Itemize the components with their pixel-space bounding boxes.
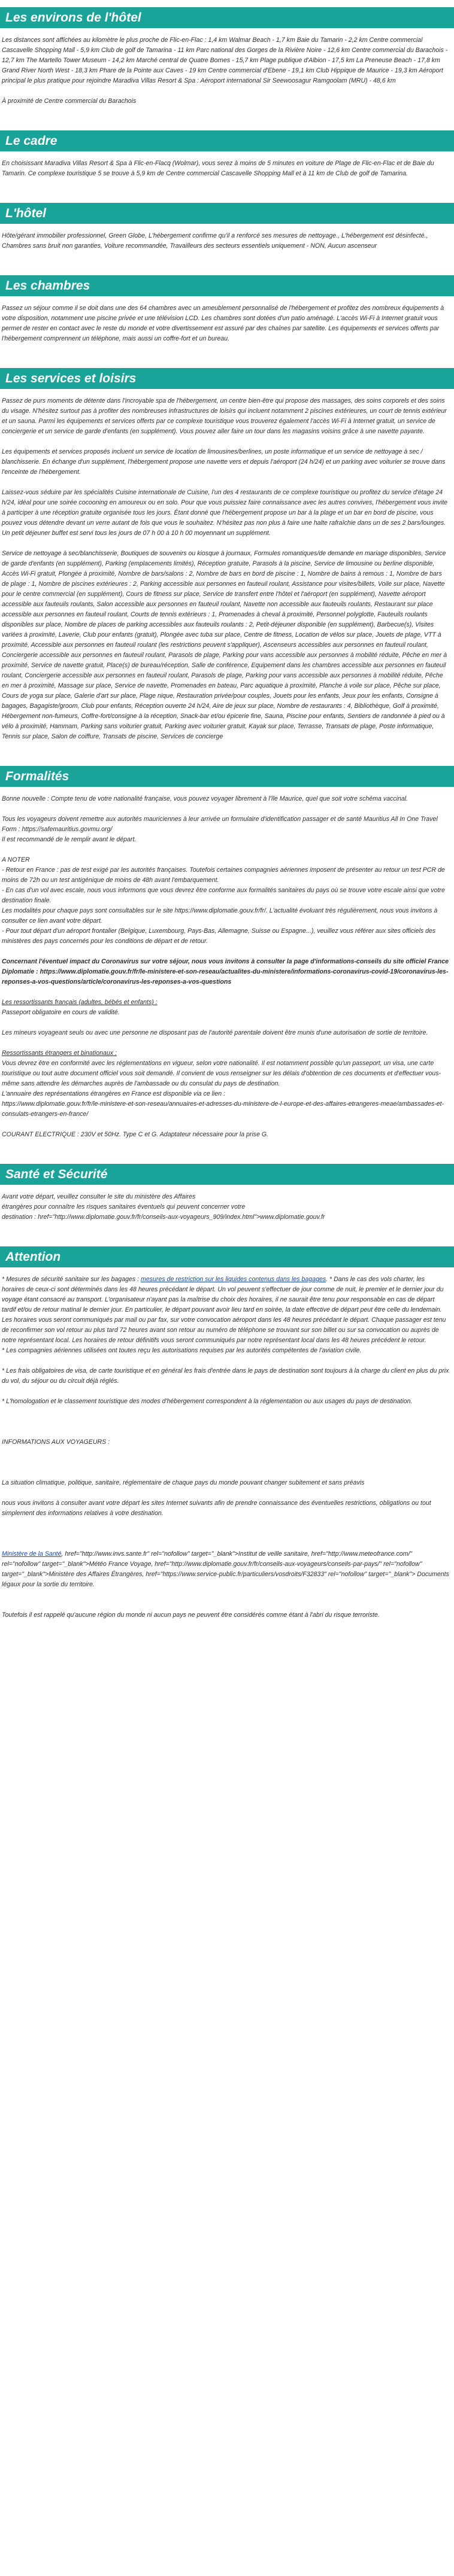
paragraph: L'annuaire des représentations étrangères en France est disponible via ce lien : xyxy=(2,1090,226,1097)
paragraph: COURANT ELECTRIQUE : 230V et 50Hz. Type C et G. Adaptateur nécessaire pour la prise G. xyxy=(2,1131,269,1138)
paragraph: Avant votre départ, veuillez consulter le site du ministère des Affaires xyxy=(2,1193,196,1200)
paragraph: * L'homologation et le classement touristique des modes d'hébergement correspondent à la réglementation ou aux usages du pays de destination. xyxy=(2,1398,413,1405)
section-cadre xyxy=(0,123,454,179)
paragraph: Passeport obligatoire en cours de validité. xyxy=(2,1009,120,1016)
paragraph: La situation climatique, politique, sanitaire, réglementaire de chaque pays du monde pouvant changer subitement et sans préavis xyxy=(2,1479,365,1486)
paragraph: Les modalités pour chaque pays sont consultables sur le site https://www.diplomatie.gouv.fr/fr/. L'actualité évoluant très régulièrement, nous vous invitons à consulter ce lien avant votre départ. xyxy=(2,907,438,924)
paragraph: Passez de purs moments de détente dans l'incroyable spa de l'hébergement, un centre bien-être qui propose des massages, des soins corporels et des soins du visage. N'hésitez surtout pas à profiter des nombreuses infrastructures de loisirs qui incluent notamment 2 piscines extérieures, un court de tennis extérieur et un sauna. Parmi les équipements et services offerts par ce complexe touristique vous trouverez également l'accès Wi-Fi à Internet gratuit, un service de conciergerie et un service de garde d'enfants (en supplément). Vous pouvez aller faire un tour dans les magasins voisins grâce à une navette payante. xyxy=(2,397,447,435)
paragraph: Laissez-vous séduire par les spécialités Cuisine internationale de Cuisine, l'un des 4 restaurants de ce complexe touristique ou profitez du service d'étage 24 h/24, idéal pour une soirée cocooning en amoureux ou en solo. Pour que vous puissiez faire connaissance avec les autres convives, l'hébergement vous invite à participer à une réception gratuite organisée tous les jours. Étant donné que l'hébergement propose un bar à la plage et un bar en bord de piscine, vous pouvez vous détendre devant un verre autant de fois que vous le souhaitez. N'hésitez pas non plus à faire une halte rafraîchie dans un de ses 2 bars/lounges. Un petit déjeuner buffet est servi tous les jours de 07 h 00 à 10 h 00 moyennant un supplément. xyxy=(2,489,448,537)
paragraph xyxy=(2,957,449,987)
section-title: Les chambres xyxy=(0,275,454,296)
section-environs xyxy=(0,0,454,107)
paragraph: - En cas d'un vol avec escale, nous vous informons que vous devrez être conforme aux formalités sanitaires du pays où se trouve votre escale ainsi que votre destination finale. xyxy=(2,887,445,904)
paragraph: destination : href="http://www.diplomatie.gouv.fr/fr/conseils-aux-voyageurs_909/index.html">www.diplomatie.gouv.fr xyxy=(2,1214,325,1221)
paragraph: * Les compagnies aériennes utilisées ont toutes reçu les autorisations requises par les autorités compétentes de l'aviation civile. xyxy=(2,1347,362,1354)
paragraph: Service de nettoyage à sec/blanchisserie, Boutiques de souvenirs ou kiosque à journaux, Formules romantiques/de demande en mariage disponibles, Service de garde d'enfants (en supplément), Parking (emplacements limités), Réception gratuite, Parasols à la piscine, Service de limousine ou berline disponible, Accès Wi-Fi gratuit, Plongée à proximité, Nombre de bars/salons : 2, Nombre de bars en bord de piscine : 1, Nombre de bains à remous : 1, Nombre de bars de plage : 1, Nombre de piscines extérieures : 2, Parking accessible aux personnes en fauteuil roulant, Assistance pour visites/billets, Voile sur place, Navette pour le centre commercial (en supplément), Cours de fitness sur place, Service de transfert entre l'hôtel et l'aéroport (en supplément), Navette aéroport accessible aux fauteuils roulants, Salon accessible aux personnes en fauteuil roulant, Navette non accessible aux fauteuils roulants, Restaurant sur place accessible aux personnes en fauteuil roulant, Courts de tennis extérieurs : 1, Promenades à cheval à proximité, Personnel polyglotte, Fauteuils roulants disponibles sur place, Nombre de places de parking accessibles aux fauteuils roulants : 2, Petit-déjeuner disponible (en supplément), Barbecue(s), Visites variées à proximité, Laverie, Club pour enfants (gratuit), Plongée avec tuba sur place, Centre de fitness, Location de vélos sur place, Jouets de plage, VTT à proximité, Accessible aux personnes en fauteuil roulant (les restrictions peuvent s'appliquer), Ascenseurs accessibles aux personnes en fauteuil roulant, Conciergerie accessible aux personnes en fauteuil roulant, Parasols de plage, Parking pour vans accessible aux personnes à mobilité réduite, Pêche en mer à proximité, Service de navette gratuit, Place(s) de bureau/réception, Salle de conférence, Equipement dans les chambres accessible aux personnes en fauteuil roulant, Conciergerie accessible aux personnes en fauteuil roulant, Parasols de plage, Parking pour vans accessible aux personnes à mobilité réduite, Pêche en mer à proximité, Massage sur place, Service de navette, Promenades en bateau, Parc aquatique à proximité, Planche à voile sur place, Pêche sur place, Cours de yoga sur place, Galerie d'art sur place, Plage nique, Restauration privée/pour couples, Jouets pour les enfants, Jeux pour les enfants, Consigne à bagages, Bagagiste/groom, Club pour enfants, Réception ouverte 24 h/24, Aire de jeux sur place, Nombre de restaurants : 4, Bibliothèque, Golf à proximité, Hébergement non-fumeurs, Coffre-fort/consigne à la réception, Snack-bar et/ou épicerie fine, Sauna, Piscine pour enfants, Sentiers de randonnée à pied ou à vélo à proximité, Hammam, Parking sans voiturier gratuit, Parking avec voiturier gratuit, Kayak sur place, Terrasse, Transats de plage, Poste informatique, Tennis sur place, Salon de coiffure, Transats de piscine, Services de concierge xyxy=(2,550,447,740)
text-span: * Mesures de sécurité sanitaire sur les bagages : xyxy=(2,1276,140,1283)
text-span: . * Dans le cas des vols charter, les horaires de ceux-ci sont déterminés dans les 48 heures précédant le départ. Un vol peuvent s'effectuer de jour comme de nuit, le premier et le dernier jour du voyage étant consacré au transport. L'organisateur n'ayant pas la maîtrise du choix des horaires, il ne saurait être tenu pour responsable en cas de départ tardif et/ou de retour matinal le dernier jour. En particulier, le départ pouvant avoir lieu tard en soirée, la date effective de départ peut être celle du lendemain. Les horaires vous seront communiqués par mail ou par fax, sur votre convocation aéroport dans les 48 heures précédant le départ. Chaque passager est tenu de reconfirmer son vol retour au plus tard 72 heures avant son retour au numéro de téléphone se trouvant sur son billet ou sur sa convocation ou auprès de notre représentant local. Les horaires de retour définitifs vous seront communiqués par notre représentant local dans les 48 heures précédent le retour. xyxy=(2,1276,446,1344)
section-body xyxy=(0,396,454,742)
section-chambres xyxy=(0,268,454,344)
section-title: Attention xyxy=(0,1246,454,1267)
paragraph: A NOTER xyxy=(2,856,30,863)
section-formalites xyxy=(0,759,454,1140)
paragraph: Il est recommandé de le remplir avant le départ. xyxy=(2,836,137,843)
paragraph: Les mineurs voyageant seuls ou avec une personne ne disposant pas de l'autorité parentale doivent être munis d'une autorisation de sortie de territoire. xyxy=(2,1029,428,1036)
paragraph: En choisissant Maradiva Villas Resort & Spa à Flic-en-Flacq (Wolmar), vous serez à moins de 5 minutes en voiture de Plage de Flic-en-Flac et de Baie du Tamarin. Ce complexe touristique 5 se trouve à 5,9 km de Centre commercial Cascavelle Shopping Mall et à 11 km de Club de golf de Tamarina. xyxy=(2,160,434,177)
paragraph: * Les frais obligatoires de visa, de carte touristique et en général les frais d'entrée dans le pays de destination sont toujours à la charge du client en plus du prix du vol, du séjour ou du circuit déjà réglés. xyxy=(2,1367,449,1385)
paragraph: Bonne nouvelle : Compte tenu de votre nationalité française, vous pouvez voyager librement à l'île Maurice, quel que soit votre schéma vaccinal. xyxy=(2,795,408,802)
paragraph: Hôte/gérant immobilier professionnel, Green Globe, L'hébergement confirme qu'il a renforcé ses mesures de nettoyage., L'hébergement est désinfecté., Chambres sans bruit non garanties, Voiture recommandée, Travailleurs des secteurs essentiels uniquement - NON, Aucun ascenseur xyxy=(2,232,428,250)
paragraph: https://www.diplomatie.gouv.fr/fr/le-ministere-et-son-reseau/annuaires-et-adresses-du-ministere-de-l-europe-et-des-affaires-etrangeres-meae/ambassades-et-consulats-etrangers-en-france/ xyxy=(2,1100,444,1118)
section-attention xyxy=(0,1239,454,1620)
section-title: Les environs de l'hôtel xyxy=(0,7,454,28)
section-body xyxy=(0,1192,454,1222)
paragraph xyxy=(2,1275,449,1346)
paragraph: Tous les voyageurs doivent remettre aux autorités mauriciennes à leur arrivée un formulaire d'identification passager et de santé Mauritius All In One Travel Form : https://safemauritius.govmu.org/ xyxy=(2,816,438,833)
section-services xyxy=(0,361,454,742)
paragraph: Toutefois il est rappelé qu'aucune région du monde ni aucun pays ne peuvent être considérés comme étant à l'abri du risque terroriste. xyxy=(2,1611,380,1619)
section-body xyxy=(0,1275,454,1620)
paragraph: Les équipements et services proposés incluent un service de location de limousines/berlines, un poste informatique et un service de nettoyage à sec / blanchisserie. En échange d'un supplément, l'hébergement propose une navette vers et depuis l'aéroport (24 h/24) et un parking avec voiturier se trouve dans l'enceinte de l'hébergement. xyxy=(2,448,446,476)
paragraph xyxy=(2,1549,449,1590)
paragraph: Les distances sont affichées au kilomètre le plus proche de Flic-en-Flac : 1,4 km Walmar Beach - 1,7 km Baie du Tamarin - 2,2 km Centre commercial Cascavelle Shopping Mall - 5,9 km Club de golf de Tamarina - 11 km Parc national des Gorges de la Rivière Noire - 12,6 km Centre commercial du Barachois - 12,7 km The Martello Tower Museum - 14,2 km Marché central de Quatre Bornes - 15,7 km Plage publique d'Albion - 17,5 km La Preneuse Beach - 17,8 km Grand River North West - 18,3 km Phare de la Pointe aux Caves - 19 km Centre commercial d'Ebene - 19,1 km Club Hippique de Maurice - 19,3 km Aéroport principal le plus pratique pour rejoindre Maradiva Villas Resort & Spa : Aéroport international Sir Seewoosagur Ramgoolam (MRU) - 48,6 km xyxy=(2,37,448,84)
paragraph: - Retour en France : pas de test exigé par les autorités françaises. Toutefois certaines compagnies aériennes imposent de présenter au retour un test PCR de moins de 72h ou un test antigénique de moins de 48h avant l'embarquement. xyxy=(2,866,445,884)
section-title: Formalités xyxy=(0,766,454,787)
liquids-restriction-link[interactable]: mesures de restriction sur les liquides contenus dans les bagages xyxy=(141,1276,326,1283)
section-body xyxy=(0,794,454,1140)
section-body xyxy=(0,303,454,344)
section-body xyxy=(0,159,454,179)
section-hotel xyxy=(0,196,454,251)
text-span: , href="http://www.invs.sante.fr" rel="nofollow" target="_blank">Institut de veille sanitaire, href="http://www.meteofrance.com/" rel="nofollow" target="_blank">Météo France Voyage, href="http://www.diplomatie.gouv.fr/fr/conseils-aux-voyageurs/conseils-par-pays/" rel="nofollow" target="_blank">Ministère des Affaires Étrangères, href="https://www.service-public.fr/particuliers/vosdroits/F32833" rel="nofollow" target="_blank"> Documents légaux pour la sortie du territoire. xyxy=(2,1550,449,1588)
health-ministry-link[interactable]: Ministère de la Santé xyxy=(2,1550,62,1558)
paragraph: - Pour tout départ d'un aéroport frontalier (Belgique, Luxembourg, Pays-Bas, Allemagne, Suisse ou Espagne...), veuillez vous référer aux sites officiels des ministères des pays concernés pour les conditions de départ et de retour. xyxy=(2,927,436,945)
paragraph: INFORMATIONS AUX VOYAGEURS : xyxy=(2,1438,110,1446)
section-title: Le cadre xyxy=(0,130,454,151)
paragraph: étrangères pour connaître les risques sanitaires éventuels qui peuvent concerner votre xyxy=(2,1203,246,1211)
paragraph: nous vous invitons à consulter avant votre départ les sites Internet suivants afin de prendre connaissance des éventuelles restrictions, obligations ou tout simplement des informations relatives à votre destination. xyxy=(2,1500,431,1517)
paragraph: Passez un séjour comme il se doit dans une des 64 chambres avec un ameublement personnalisé de l'hébergement et profitez des nombreux équipements à votre disposition, notamment une piscine privée et une télévision LCD. Les chambres sont dotées d'un patio aménagé. L'accès Wi-Fi à Internet gratuit vous permet de rester en contact avec le reste du monde et votre divertissement est assuré par des chaînes par satellite. Les équipements et services offerts par l'hébergement comprennent un téléphone, mais aussi un coffre-fort et un bureau. xyxy=(2,305,444,342)
paragraph: Vous devrez être en conformité avec les réglementations en vigueur, selon votre nationalité. Il est notamment possible qu'un passeport, un visa, une carte touristique ou tout autre document officiel vous soit demandé. Il convient de vous renseigner sur les délais d'obtention de ces documents et d'effectuer vous-même sans attendre les démarches auprès de l'ambassade ou du consulat du pays de destination. xyxy=(2,1060,441,1087)
section-title: Santé et Sécurité xyxy=(0,1164,454,1185)
section-body xyxy=(0,35,454,107)
paragraph: À proximité de Centre commercial du Barachois xyxy=(2,98,137,105)
section-title: Les services et loisirs xyxy=(0,368,454,389)
subheading: Ressortissants étrangers et binationaux : xyxy=(2,1050,117,1057)
covid-notice: Concernant l'éventuel impact du Coronavirus sur votre séjour, nous vous invitons à consulter la page d'informations-conseils du site officiel France Diplomatie : https://www.diplomatie.gouv.fr/fr/le-ministere-et-son-reseau/actualites-du-ministere/informations-coronavirus-covid-19/coronavirus-les-reponses-a-vos-questions/article/coronavirus-les-reponses-a-vos-questions xyxy=(2,958,449,986)
section-body xyxy=(0,231,454,251)
section-sante xyxy=(0,1157,454,1222)
subheading: Les ressortissants français (adultes, bébés et enfants) : xyxy=(2,999,158,1006)
section-title: L'hôtel xyxy=(0,203,454,224)
